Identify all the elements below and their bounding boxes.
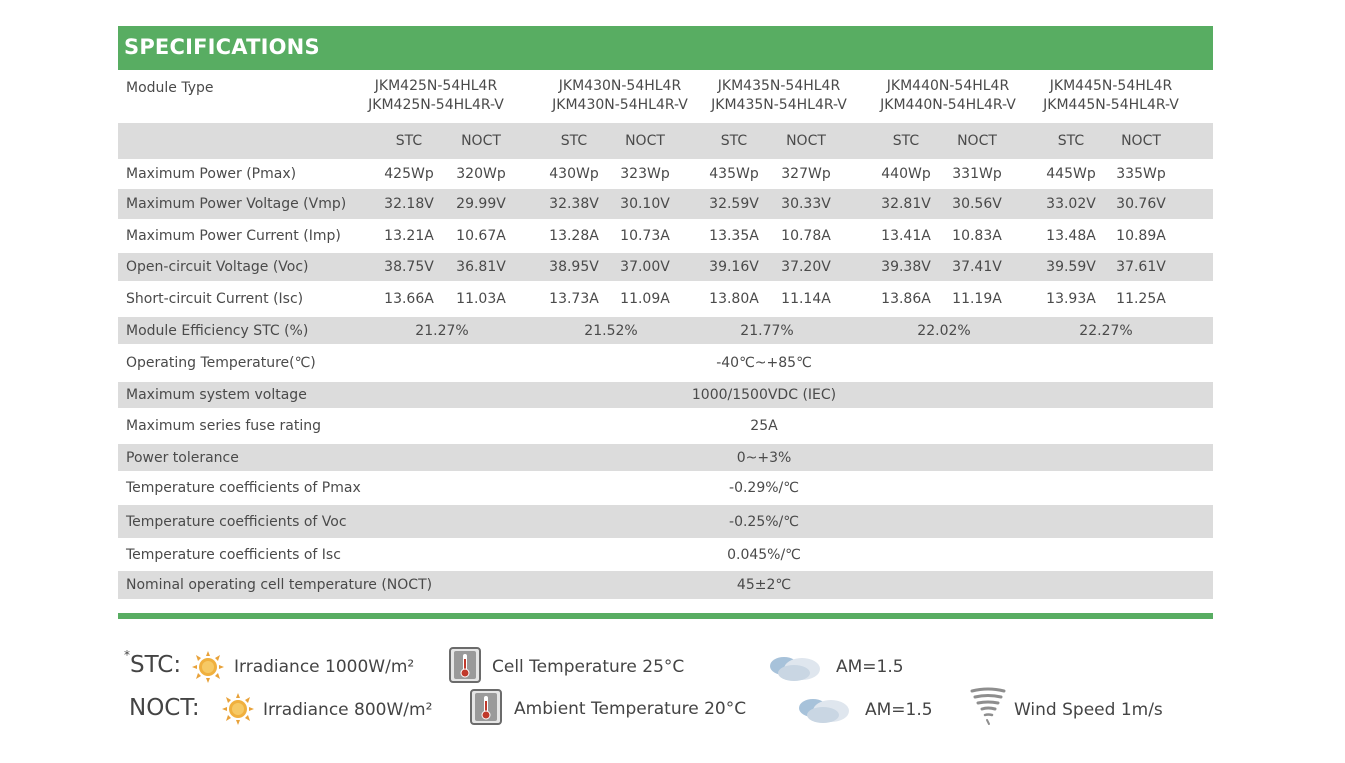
table-cell: 10.83A bbox=[952, 228, 1002, 244]
tornado-icon bbox=[969, 686, 1007, 726]
legend-noct-wind: Wind Speed 1m/s bbox=[1014, 700, 1163, 720]
row-label: Maximum Power Current (Imp) bbox=[126, 228, 341, 244]
legend-noct-label: NOCT: bbox=[129, 695, 200, 721]
legend-stc-asterisk: * bbox=[124, 648, 130, 663]
condition-header: STC bbox=[395, 133, 423, 149]
model-name-line: JKM430N-54HL4R bbox=[558, 78, 682, 94]
efficiency-cell: 22.27% bbox=[1079, 322, 1133, 339]
table-cell: 13.66A bbox=[384, 291, 434, 307]
row-label: Operating Temperature(℃) bbox=[126, 355, 316, 371]
conditions-header-row bbox=[118, 123, 1213, 159]
condition-header: NOCT bbox=[1121, 133, 1161, 149]
model-name-line: JKM425N-54HL4R bbox=[374, 78, 498, 94]
table-cell: 10.73A bbox=[620, 228, 670, 244]
table-cell: 30.33V bbox=[781, 196, 831, 212]
legend-stc-irradiance: Irradiance 1000W/m² bbox=[234, 657, 415, 677]
model-name bbox=[368, 77, 504, 115]
table-cell: 37.61V bbox=[1116, 259, 1166, 275]
table-cell: 320Wp bbox=[456, 166, 506, 182]
row-label: Nominal operating cell temperature (NOCT) bbox=[126, 577, 433, 593]
table-cell: 13.35A bbox=[709, 228, 759, 244]
row-label: Temperature coefficients of Pmax bbox=[126, 480, 361, 496]
thermometer-icon bbox=[449, 647, 481, 683]
table-cell: 11.14A bbox=[781, 291, 831, 307]
table-cell: 11.25A bbox=[1116, 291, 1166, 307]
row-label: Maximum series fuse rating bbox=[126, 418, 321, 434]
legend-stc-label bbox=[124, 648, 182, 678]
efficiency-cell: 21.27% bbox=[415, 322, 469, 339]
table-cell: 323Wp bbox=[620, 166, 670, 182]
table-cell: 331Wp bbox=[952, 166, 1002, 182]
page-title: SPECIFICATIONS bbox=[124, 35, 320, 59]
table-cell: 37.20V bbox=[781, 259, 831, 275]
model-name bbox=[1043, 77, 1179, 115]
cloud-icon bbox=[768, 651, 826, 683]
table-cell: 32.38V bbox=[549, 196, 599, 212]
row-label: Maximum Power Voltage (Vmp) bbox=[126, 196, 347, 212]
table-row bbox=[118, 408, 1213, 444]
table-cell: 39.38V bbox=[881, 259, 931, 275]
table-cell: 30.76V bbox=[1116, 196, 1166, 212]
efficiency-row bbox=[118, 317, 1213, 344]
condition-header: STC bbox=[1057, 133, 1085, 149]
model-name-variant: JKM440N-54HL4R-V bbox=[880, 97, 1016, 113]
table-cell: 10.78A bbox=[781, 228, 831, 244]
row-label: Module Type bbox=[126, 80, 214, 96]
table-cell: 13.80A bbox=[709, 291, 759, 307]
table-cell: 430Wp bbox=[549, 166, 599, 182]
table-cell: 10.67A bbox=[456, 228, 506, 244]
table-cell: 39.59V bbox=[1046, 259, 1096, 275]
legend-stc-am: AM=1.5 bbox=[836, 657, 904, 677]
model-name-line: JKM440N-54HL4R bbox=[886, 78, 1010, 94]
table-cell: 37.41V bbox=[952, 259, 1002, 275]
table-cell: 440Wp bbox=[881, 166, 931, 182]
common-value: 1000/1500VDC (IEC) bbox=[691, 387, 837, 403]
condition-header: NOCT bbox=[625, 133, 665, 149]
module-type-row bbox=[118, 71, 1213, 123]
table-cell: 32.81V bbox=[881, 196, 931, 212]
thermometer-icon bbox=[470, 689, 502, 725]
table-row bbox=[118, 281, 1213, 317]
legend-stc-text: STC: bbox=[130, 652, 182, 678]
table-cell: 13.73A bbox=[549, 291, 599, 307]
table-cell: 39.16V bbox=[709, 259, 759, 275]
specifications-header bbox=[118, 26, 1213, 70]
efficiency-cell: 21.77% bbox=[740, 322, 794, 339]
table-cell: 435Wp bbox=[709, 166, 759, 182]
common-value: 25A bbox=[750, 418, 778, 434]
model-name-variant: JKM435N-54HL4R-V bbox=[711, 97, 847, 113]
table-cell: 13.48A bbox=[1046, 228, 1096, 244]
table-cell: 38.95V bbox=[549, 259, 599, 275]
row-label: Maximum system voltage bbox=[126, 387, 307, 403]
model-name bbox=[711, 77, 847, 115]
table-cell: 11.19A bbox=[952, 291, 1002, 307]
table-cell: 33.02V bbox=[1046, 196, 1096, 212]
efficiency-cell: 21.52% bbox=[584, 322, 638, 339]
row-label: Power tolerance bbox=[126, 449, 239, 466]
table-cell: 13.41A bbox=[881, 228, 931, 244]
table-row bbox=[118, 444, 1213, 471]
legend-noct-temperature: Ambient Temperature 20°C bbox=[514, 699, 747, 719]
table-cell: 425Wp bbox=[384, 166, 434, 182]
common-value: 0~+3% bbox=[736, 449, 792, 466]
table-row bbox=[118, 344, 1213, 382]
condition-header: STC bbox=[892, 133, 920, 149]
table-cell: 327Wp bbox=[781, 166, 831, 182]
table-cell: 335Wp bbox=[1116, 166, 1166, 182]
model-name-variant: JKM430N-54HL4R-V bbox=[552, 97, 688, 113]
row-label: Temperature coefficients of Voc bbox=[126, 513, 347, 530]
table-cell: 13.21A bbox=[384, 228, 434, 244]
table-row bbox=[118, 159, 1213, 189]
efficiency-cell: 22.02% bbox=[917, 322, 971, 339]
table-row bbox=[118, 382, 1213, 408]
table-row bbox=[118, 189, 1213, 219]
common-value: -0.29%/℃ bbox=[729, 480, 799, 496]
common-value: 45±2℃ bbox=[736, 577, 792, 593]
table-cell: 36.81V bbox=[456, 259, 506, 275]
table-cell: 13.86A bbox=[881, 291, 931, 307]
table-row bbox=[118, 505, 1213, 538]
model-name-variant: JKM425N-54HL4R-V bbox=[368, 97, 504, 113]
table-bottom-rule bbox=[118, 613, 1213, 619]
row-label: Maximum Power (Pmax) bbox=[126, 166, 297, 182]
row-label: Module Efficiency STC (%) bbox=[126, 322, 309, 339]
row-label: Open-circuit Voltage (Voc) bbox=[126, 259, 309, 275]
condition-header: NOCT bbox=[957, 133, 997, 149]
table-cell: 13.28A bbox=[549, 228, 599, 244]
table-cell: 445Wp bbox=[1046, 166, 1096, 182]
table-cell: 11.09A bbox=[620, 291, 670, 307]
legend-noct-am: AM=1.5 bbox=[865, 700, 933, 720]
model-name bbox=[552, 77, 688, 115]
model-name bbox=[880, 77, 1016, 115]
table-row bbox=[118, 253, 1213, 281]
table-cell: 37.00V bbox=[620, 259, 670, 275]
table-cell: 30.10V bbox=[620, 196, 670, 212]
model-name-line: JKM435N-54HL4R bbox=[717, 78, 841, 94]
table-row bbox=[118, 219, 1213, 253]
legend-stc-temperature: Cell Temperature 25°C bbox=[492, 657, 685, 677]
table-cell: 29.99V bbox=[456, 196, 506, 212]
condition-header: NOCT bbox=[461, 133, 501, 149]
cloud-icon bbox=[797, 693, 855, 725]
table-cell: 13.93A bbox=[1046, 291, 1096, 307]
table-cell: 10.89A bbox=[1116, 228, 1166, 244]
table-cell: 32.59V bbox=[709, 196, 759, 212]
row-label: Short-circuit Current (Isc) bbox=[126, 291, 304, 307]
table-cell: 32.18V bbox=[384, 196, 434, 212]
common-value: -0.25%/℃ bbox=[729, 513, 799, 530]
common-value: 0.045%/℃ bbox=[727, 546, 801, 563]
sun-icon bbox=[220, 692, 256, 726]
table-cell: 11.03A bbox=[456, 291, 506, 307]
table-row bbox=[118, 471, 1213, 505]
condition-header: STC bbox=[560, 133, 588, 149]
table-row bbox=[118, 571, 1213, 599]
legend-noct-irradiance: Irradiance 800W/m² bbox=[263, 700, 433, 720]
table-cell: 38.75V bbox=[384, 259, 434, 275]
model-name-variant: JKM445N-54HL4R-V bbox=[1043, 97, 1179, 113]
table-cell: 30.56V bbox=[952, 196, 1002, 212]
sun-icon bbox=[190, 650, 226, 684]
model-name-line: JKM445N-54HL4R bbox=[1049, 78, 1173, 94]
condition-header: STC bbox=[720, 133, 748, 149]
common-value: -40℃~+85℃ bbox=[716, 355, 812, 371]
row-label: Temperature coefficients of Isc bbox=[126, 546, 341, 563]
condition-header: NOCT bbox=[786, 133, 826, 149]
table-row bbox=[118, 538, 1213, 571]
